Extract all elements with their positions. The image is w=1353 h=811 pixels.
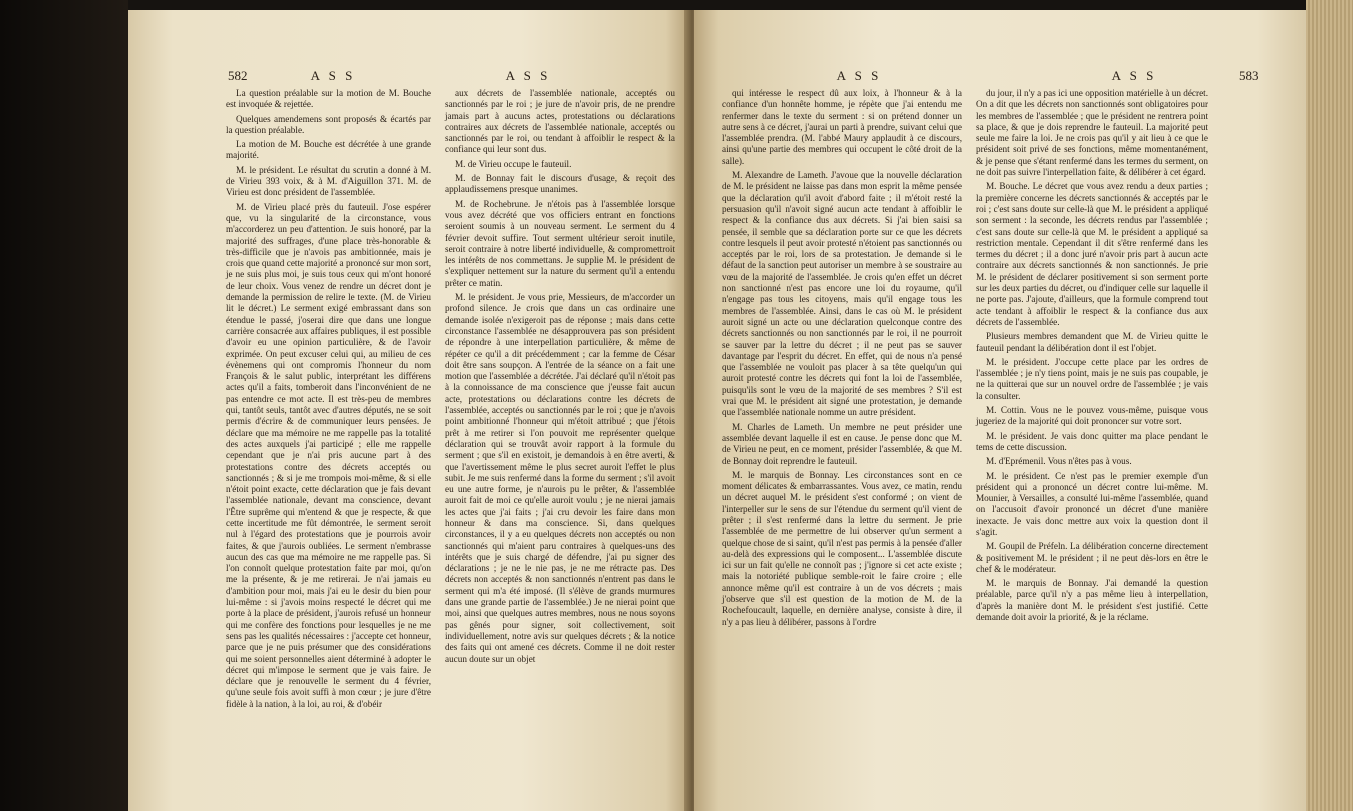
paragraph: M. Alexandre de Lameth. J'avoue que la nouvelle déclaration de M. le président ne laisse pas dans mon esprit la même pensée que la déclaration qu'il avoit d'abord faite ; il m'étoit resté la persuasion qu'il n'avoit signé aucun acte tendant à affoiblir le respect & la confiance dus aux décrets. Si j'ai bien saisi sa pensée, il semble que sa déclaration porte sur ce que les décrets contre lesquels il peut avoir protesté n'étoient pas sanctionnés ou acceptés par le roi, lors de sa protestation. Je demande si le défaut de la sanction peut autoriser un membre à se soustraire au vœu de la majorité de l'assemblée. Je crois qu'en effet un décret non sanctionné n'est pas encore une loi du royaume, qu'il n'engage pas tous les citoyens, mais qu'il engage tous les membres de l'assemblée. Ainsi, dans le cas où M. le président auroit signé un acte ou une déclaration quelconque contre des décrets sanctionnés ou non sanctionnés par le roi, il ne pourroit se sauver par la lettre du décret ; il ne peut pas se sauver davantage par l'esprit du décret. En effet, qui de nous n'a pensé que l'assemblée ne vouloit pas placer à sa tête quelqu'un qui auroit protesté contre les décrets qui font la loi de l'assemblée, puisqu'ils sont le vœu de la majorité de ses membres ? S'il est vrai que M. le président ait signé une protestation, je demande que l'assemblée nationale nomme un autre président.	[722, 170, 962, 418]
paragraph: M. Bouche. Le décret que vous avez rendu a deux parties ; la première concerne les décrets sanctionnés & acceptés par le roi ; c'est sans doute sur celle-là que M. le président a appliqué son serment : la seconde, les décrets rendus par l'assemblée ; c'est sans doute sur celle-là que M. le président a appliqué sa restriction mentale. Cependant il dit s'être renfermé dans les termes du décret ; il a donc juré n'avoir pris part à aucun acte contraire aux décrets sanctionnés & non sanctionnés. Je prie M. le président de déclarer positivement si son serment porte sur les deux parties du décret, ou d'indiquer celle sur laquelle il ne porte pas. J'ajoute, d'ailleurs, que la formule comprend tout acte tendant à affoiblir le respect & la confiance dus aux décrets de l'assemblée.	[976, 181, 1208, 327]
paragraph: M. le président. Ce n'est pas le premier exemple d'un président qui a prononcé un décret contre lui-même. M. Mounier, à Versailles, a consulté lui-même l'assemblée, quand on l'accusoit d'avoir prononcé un décret d'une manière inexacte. Je vais donc mettre aux voix la question dont il s'agit.	[976, 470, 1208, 537]
right-columns	[722, 88, 1208, 631]
right-column-2	[976, 88, 1208, 631]
dark-background	[0, 0, 128, 811]
left-page	[128, 10, 688, 811]
left-column-1	[226, 88, 431, 713]
paragraph: aux décrets de l'assemblée nationale, acceptés ou sanctionnés par le roi ; je jure de n'avoir pris, de ne prendre jamais part à aucuns actes, protestations ou déclarations contraires aux décrets de l'assemblée nationale, acceptés ou sanctionnés par le roi, ou tendant à affoiblir le respect & la confiance qui leur sont dus.	[445, 88, 675, 155]
header-left: A S S	[310, 68, 356, 83]
right-column-1	[722, 88, 962, 631]
paragraph: Plusieurs membres demandent que M. de Virieu quitte le fauteuil pendant la délibération dont il est l'objet.	[976, 331, 1208, 353]
paragraph: qui intéresse le respect dû aux loix, à l'honneur & à la confiance d'un honnête homme, je répète que j'ai entendu me renfermer dans le texte du serment : si on prétend donner un autre sens à ce décret, j'aurai un parti à prendre, suivant celui que l'assemblée prendra. (M. l'abbé Maury applaudit à ce discours, ainsi qu'une partie des membres qui occupent le côté droit de la salle).	[722, 88, 962, 166]
paragraph: M. le marquis de Bonnay. J'ai demandé la question préalable, parce qu'il n'y a pas même lieu à interpellation, d'après la manière dont M. le président s'est justifié. Cette demande doit avoir la priorité, & je la réclame.	[976, 578, 1208, 623]
paragraph: M. de Virieu placé près du fauteuil. J'ose espérer que, vu la singularité de la circonstance, vous m'accorderez un peu d'attention. Je suis honoré, par la majorité des suffrages, d'une place très-honorable & très-difficile que je n'avois pas ambitionnée, mais je crois que quand cette majorité a prononcé sur mon sort, je ne suis plus moi, je suis tous ceux qui m'ont honoré de leur choix. Vous venez de rendre un décret dont je demande la permission de relire le texte. (M. de Virieu lit le décret.) Le serment exigé embrassant dans son étendue le passé, j'oserai dire que dans une longue carrière consacrée aux affaires publiques, il est possible d'avoir eu une opinion particulière, & de l'avoir exprimée. On peut excuser celui qui, au milieu de ces évènemens qui ont compromis l'honneur du nom François & le salut public, interprétant les différens actes qu'il a faits, tomberoit dans l'inconvénient de ne pas entendre ce mot acte. Il est très-peu de membres qui, tantôt seuls, tantôt avec d'autres députés, ne se soit permis d'écrire & de communiquer leurs pensées. Je déclare que ma mémoire ne me rappelle pas la totalité des actes auxquels j'ai participé ; elle me rappelle cependant que je n'ai pris aucune part à des protestations contre des décrets acceptés ou sanctionnés ; & si je me trompois moi-même, & si elle n'étoit point exacte, cette déclaration que je fais devant l'assemblée nationale, devant ma conscience, devant l'Être suprême qui m'entend & que je respecte, & que cette incertitude me fût démontrée, le serment seroit nul à l'égard des protestations que je pourrois avoir faites, & que j'aurois oubliées. Le serment n'embrasse aucun des cas que ma mémoire ne me rappelle pas. Si l'on connoît quelque protestation faite par moi, qu'on me la présente, & je me retirerai. Je n'ai jamais eu d'ambition pour moi, mais j'ai eu le desir du bien pour lui-même : si j'avois moins respecté le décret qui me porte à la place de président, j'aurois refusé un honneur qui me confère des fonctions pour lesquelles je ne me sens pas les qualités nécessaires : j'accepte cet honneur, parce que je ne puis présumer que des considérations qui me soient personnelles aient déterminé à adopter le décret qui m'impose le serment que je vais faire. Je déclare que je renouvelle le serment du 4 février, qu'une seule fois avoit suffi à mon cœur ; je jure d'être fidèle à la nation, à la loi, au roi, & d'obéir	[226, 201, 431, 709]
paragraph: M. de Bonnay fait le discours d'usage, & reçoit des applaudissemens presque unanimes.	[445, 173, 675, 195]
page-number-right: 583	[1239, 68, 1259, 83]
left-column-2	[445, 88, 675, 713]
paragraph: La question préalable sur la motion de M. Bouche est invoquée & rejettée.	[226, 88, 431, 110]
header-right-2: A S S	[1111, 68, 1157, 83]
paragraph: M. de Rochebrune. Je n'étois pas à l'assemblée lorsque vous avez décrété que vos officiers entrant en fonctions seroient soumis à un nouveau serment. Le serment du 4 février devoit suffire. Tout serment ultérieur seroit inutile, seroit contraire à notre liberté individuelle, & compromettroit les intérêts de nos commettans. Je supplie M. le président de s'expliquer nettement sur la nature du serment qu'il a entendu prêter ce matin.	[445, 198, 675, 288]
paragraph: M. le président. Le résultat du scrutin a donné à M. de Virieu 393 voix, & à M. d'Aiguillon 371. M. de Virieu est donc président de l'assemblée.	[226, 164, 431, 198]
paragraph: La motion de M. Bouche est décrétée à une grande majorité.	[226, 139, 431, 161]
paragraph: M. Cottin. Vous ne le pouvez vous-même, puisque vous jugeriez de la majorité qui doit prononcer sur votre sort.	[976, 405, 1208, 427]
open-book	[128, 10, 1306, 811]
header-right: A S S	[836, 68, 882, 83]
header-left-2: A S S	[505, 68, 551, 83]
paragraph: du jour, il n'y a pas ici une opposition matérielle à un décret. On a dit que les décrets non sanctionnés sont obligatoires pour les membres de l'assemblée ; que le président ne rentrera point sa place, & que je dois reprendre le fauteuil. La majorité peut seule me faire la loi. Je ne crois pas qu'il y ait lieu à ce que le président soit privé de ses fonctions, même momentanément, & je pense que s'étant renfermé dans les termes du serment, on ne doit pas suivre l'interpellation faite, & délibérer à cet égard.	[976, 88, 1208, 178]
paragraph: M. de Virieu occupe le fauteuil.	[455, 158, 572, 169]
paragraph: M. Goupil de Préfeln. La délibération concerne directement & positivement M. le président ; il ne peut dès-lors en être le chef & le modérateur.	[976, 541, 1208, 574]
paragraph: M. le président. J'occupe cette place par les ordres de l'assemblée ; je n'y tiens point, mais je ne suis pas coupable, je ne la quitterai que sur un nouvel ordre de l'assemblée ; je vais la consulter.	[976, 356, 1208, 401]
paragraph: M. Charles de Lameth. Un membre ne peut présider une assemblée devant laquelle il est en cause. Je pense donc que M. de Virieu ne peut, en ce moment, présider l'assemblée, & que M. de Bonnay doit reprendre le fauteuil.	[722, 421, 962, 466]
page-number-left: 582	[228, 68, 248, 83]
paragraph: M. le président. Je vous prie, Messieurs, de m'accorder un profond silence. Je crois que dans un cas ordinaire une demande isolée n'exigeroit pas de réponse ; mais dans cette circonstance l'assemblée ne désapprouvera pas son président de répondre à une interpellation particulière, & même de répéter ce qu'il a dit précédemment ; car la femme de César doit être sans soupçon. A l'entrée de la séance on a fait une motion que l'assemblée a décrétée. J'ai déclaré qu'il n'étoit pas à la connoissance de ma conscience que j'eusse fait aucun acte, protestations ou déclarations contre les décrets de l'assemblée, acceptés ou sanctionnés par le roi ; que je n'avois point ambitionné l'honneur qui m'étoit attribué ; que j'étois prêt à me retirer si l'on pouvoit me représenter quelque déclaration qui se trouvât avoir rapport à la formule du serment ; que s'il en existoit, je demandois à en être averti, & que l'avertissement même le plus secret auroit l'effet le plus subit. Je me suis renfermé dans la forme du serment ; s'il avoit eu une autre forme, je n'aurois pu le prêter, & l'assemblée auroit fait de moi ce qu'elle auroit voulu ; je ne nierai jamais les actes que j'ai faits ; j'ai cru devoir les faire dans mon honneur & dans ma conscience. Si, dans quelques circonstances, il y a eu quelques décrets non acceptés ou non sanctionnés qui m'aient paru contraires à quelques-uns des intérêts que je suis chargé de défendre, j'ai pu signer des déclarations ; je ne le nie pas, je ne me rétracte pas. Des décrets non acceptés & non sanctionnés n'entrent pas dans le serment qui m'a été imposé. (Il s'élève de grands murmures dans une grande partie de l'assemblée.) Je ne nierai point que moi, ainsi que quelques autres membres, nous ne nous soyons pas gênés pour signer, soit collectivement, soit individuellement, notre avis sur quelques décrets ; & la notice des faits qui ont amené ces décrets. Comme il ne doit rester aucun doute sur un objet	[445, 292, 675, 664]
left-columns	[226, 88, 675, 713]
right-page	[694, 10, 1306, 811]
paragraph: Quelques amendemens sont proposés & écartés par la question préalable.	[226, 113, 431, 135]
paragraph: M. d'Eprémenil. Vous n'êtes pas à vous.	[986, 456, 1132, 467]
paragraph: M. le président. Je vais donc quitter ma place pendant le tems de cette discussion.	[976, 430, 1208, 452]
paragraph: M. le marquis de Bonnay. Les circonstances sont en ce moment délicates & embarrassantes. Vous avez, ce matin, rendu un décret auquel M. le président s'est conformé ; on vient de l'interpeller sur le sens de sur l'étendue du serment qu'il vient de prêter ; il s'est renfermé dans la lettre du serment. Je prie l'assemblée de me permettre de lui observer qu'un serment a quelque chose de si saint, qu'il n'est pas permis à la pensée d'aller au-delà des expressions qui le composent... L'assemblée discute ici sur un fait qu'elle ne connoît pas ; j'ignore si cet acte existe ; mais la notoriété publique semble-roit le faire croire ; elle annonce même qu'il est contraire à un de vos décrets ; mais j'observe que s'il est question de la motion de M. de la Rochefoucault, laquelle, en dernière analyse, consiste à dire, il n'y a pas lieu à délibérer, passons à l'ordre	[722, 469, 962, 627]
page-edges	[1306, 0, 1353, 811]
